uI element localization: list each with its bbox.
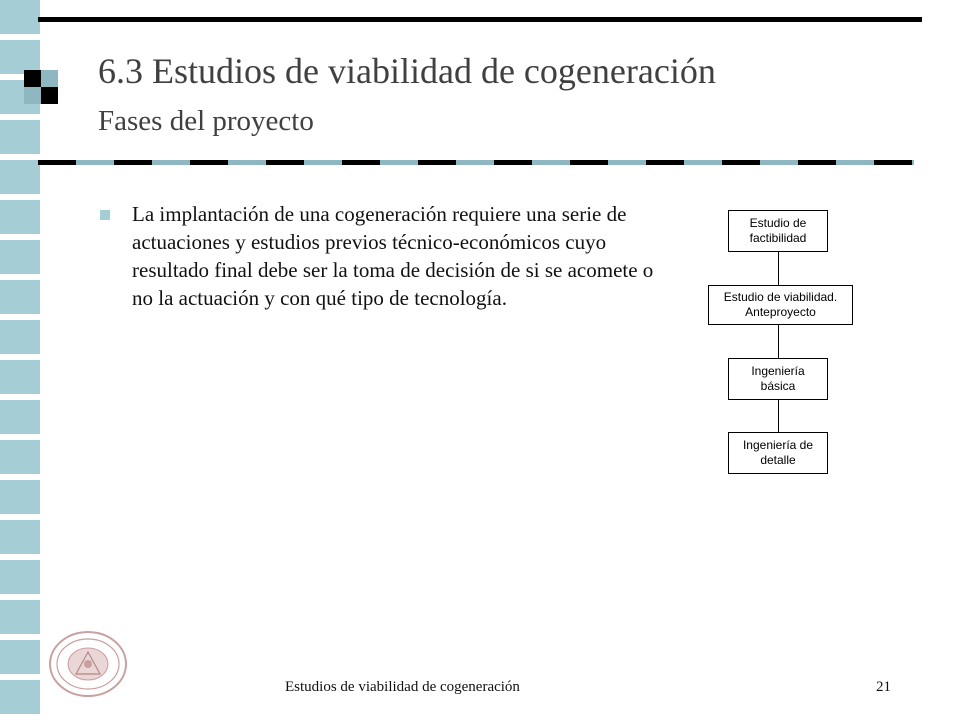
- project-phases-flowchart: [700, 205, 870, 485]
- slide-subtitle: Fases del proyecto: [98, 105, 314, 137]
- slide-title: 6.3 Estudios de viabilidad de cogeneración: [98, 51, 716, 91]
- flow-step-ingenieria-basica: Ingeniería básica: [728, 358, 828, 400]
- flow-connector: [778, 325, 779, 358]
- flow-step-viabilidad: Estudio de viabilidad. Anteproyecto: [708, 285, 853, 325]
- left-decorative-strip: [0, 0, 40, 720]
- bullet-text: La implantación de una cogeneración requiere una serie de actuaciones y estudios previos técnico-económicos cuyo resultado final debe ser la toma de decisión de si se acomete o no la actuación y con qué tipo de tecnología.: [132, 202, 654, 310]
- decorative-squares: [24, 70, 58, 104]
- flow-step-ingenieria-detalle: Ingeniería de detalle: [728, 432, 828, 474]
- page-number: 21: [876, 679, 891, 695]
- university-seal-icon: [46, 630, 130, 698]
- flow-connector: [778, 252, 779, 285]
- flow-step-factibilidad: Estudio de factibilidad: [728, 210, 828, 252]
- footer-text: Estudios de viabilidad de cogeneración: [285, 679, 520, 695]
- bullet-item: [100, 200, 660, 312]
- bullet-square-icon: [100, 210, 110, 220]
- top-rule: [38, 17, 922, 22]
- flow-connector: [778, 400, 779, 432]
- title-rule: [38, 160, 914, 165]
